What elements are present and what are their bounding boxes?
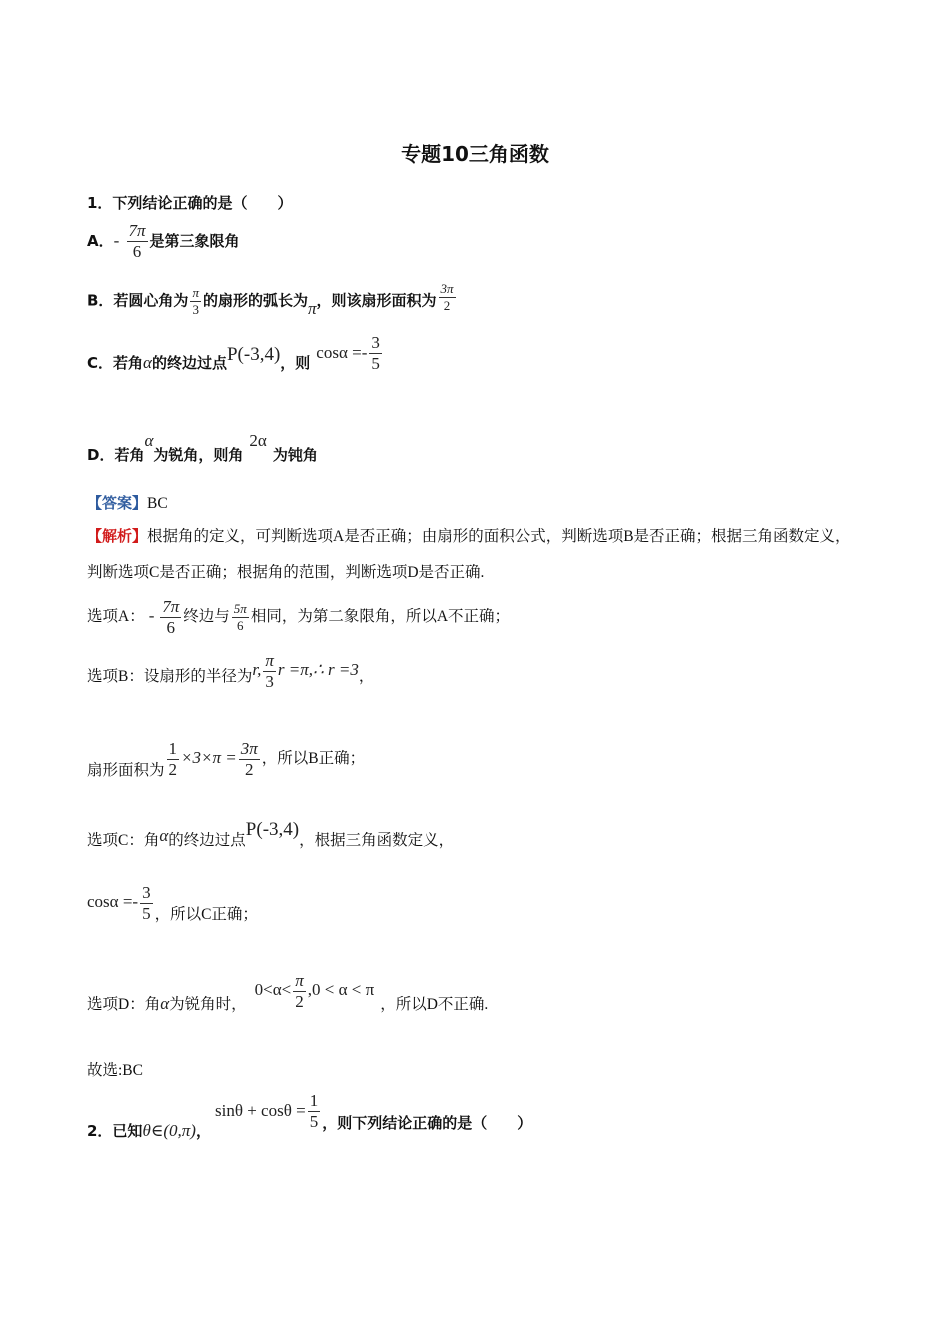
solution-a-pre: 选项A： <box>87 607 145 625</box>
point-p: P(-3,4) <box>245 819 300 840</box>
answer-tag: 【答案】 <box>87 494 148 512</box>
frac-num: 1 <box>168 739 178 758</box>
fraction-3-5 <box>369 334 382 373</box>
fraction-pi-3 <box>190 286 201 316</box>
frac-den: 6 <box>166 617 176 637</box>
option-a-label: A． <box>87 231 114 250</box>
alpha-symbol: α <box>160 993 170 1013</box>
option-d-end: 为钝角 <box>272 446 318 464</box>
question-2-end: ，则下列结论正确的是（ ） <box>322 1113 533 1132</box>
fraction-7pi-6 <box>160 598 181 637</box>
solution-c-cos <box>87 884 258 923</box>
frac-num: 3π <box>440 281 454 296</box>
solution-d <box>87 972 488 1011</box>
frac-den: 5 <box>371 353 380 373</box>
solution-d-end: ，所以D不正确. <box>380 995 489 1013</box>
option-c-mid: 的终边过点 <box>151 353 227 372</box>
inequality-part-2: ,0 < α < π <box>307 979 375 999</box>
solution-d-pre: 选项D：角 <box>87 995 161 1013</box>
question-2-stem <box>87 1091 533 1140</box>
pi-symbol: π <box>307 298 317 318</box>
frac-den: 2 <box>443 297 451 313</box>
frac-num: 7π <box>128 221 146 240</box>
frac-den: 3 <box>265 671 274 691</box>
option-d-mid: 为锐角，则角 <box>153 446 244 464</box>
alpha-symbol: α <box>159 826 169 845</box>
analysis-text: 根据角的定义，可判断选项A是否正确；由扇形的面积公式，判断选项B是否正确；根据三角函数定义，判断选项C是否正确；根据角的范围，判断选项D是否正确. <box>87 528 851 581</box>
solution-b2-end: ，所以B正确； <box>261 749 366 767</box>
option-c-mid2: ，则 <box>280 353 311 372</box>
area-expression: ×3×π = <box>181 747 237 767</box>
frac-num: 5π <box>233 601 247 617</box>
fraction-pi-3 <box>263 652 276 691</box>
option-b-mid: 的扇形的弧长为 <box>202 291 308 310</box>
solution-c-pre: 选项C：角 <box>87 832 160 849</box>
answer-line <box>87 492 168 513</box>
fraction-3pi-2 <box>239 740 260 779</box>
point-p: P(-3,4) <box>226 343 281 365</box>
solution-c <box>87 819 455 851</box>
frac-num: 3 <box>371 333 380 352</box>
option-c <box>87 333 384 383</box>
frac-den: 3 <box>192 301 199 317</box>
frac-den: 2 <box>244 759 254 779</box>
option-b-label: B．若圆心角为 <box>87 291 189 310</box>
theta-condition: θ∈(0,π) <box>142 1120 196 1140</box>
two-alpha: 2α <box>249 431 267 450</box>
radius-r: r, <box>252 659 262 679</box>
solution-c-mid: 的终边过点 <box>168 832 246 849</box>
answer-value: BC <box>147 495 168 512</box>
final-answer: 故选:BC <box>87 1062 143 1079</box>
sin-cos-equation: sinθ + cosθ = <box>214 1100 306 1120</box>
alpha-symbol: α <box>144 431 154 450</box>
fraction-3pi-2 <box>439 282 456 312</box>
frac-num: 7π <box>162 597 180 616</box>
option-c-label: C．若角 <box>87 353 144 372</box>
frac-den: 5 <box>309 1111 319 1131</box>
option-d-label: D．若角 <box>87 446 145 464</box>
solution-c-end: ，根据三角函数定义， <box>299 832 455 849</box>
frac-den: 6 <box>132 241 142 261</box>
frac-num: 3 <box>142 883 151 902</box>
frac-num: π <box>295 971 304 990</box>
frac-num: π <box>265 651 274 670</box>
solution-a-end: 相同，为第二象限角，所以A不正确； <box>250 607 511 625</box>
minus-sign: - <box>113 230 120 250</box>
frac-num: 1 <box>309 1091 319 1110</box>
frac-den: 6 <box>237 617 244 633</box>
option-a <box>87 222 240 261</box>
solution-c2-end: ，所以C正确； <box>154 905 258 923</box>
equation-r-3: r =π,∴ r =3 <box>277 659 359 679</box>
question-2-comma: ， <box>195 1121 211 1140</box>
fraction-7pi-6 <box>127 222 148 261</box>
option-b-mid2: ，则该扇形面积为 <box>316 291 437 310</box>
analysis-paragraph <box>87 518 862 591</box>
question-2-pre: 2．已知 <box>87 1121 143 1140</box>
fraction-1-5 <box>308 1092 321 1131</box>
solution-b <box>87 651 375 697</box>
frac-den: 2 <box>168 759 178 779</box>
alpha-symbol: α <box>143 352 152 372</box>
frac-num: π <box>192 285 199 300</box>
fraction-1-2 <box>167 740 180 779</box>
fraction-pi-2 <box>293 972 306 1011</box>
analysis-tag: 【解析】 <box>87 527 148 545</box>
fraction-3-5 <box>140 884 153 923</box>
solution-b-area <box>87 740 365 779</box>
solution-b-pre: 选项B：设扇形的半径为 <box>87 667 253 685</box>
cos-expression: cosα =- <box>316 342 368 362</box>
option-b <box>87 281 458 318</box>
inequality-part-1: 0<α< <box>254 979 292 999</box>
frac-den: 5 <box>142 903 151 923</box>
minus-sign: - <box>148 605 155 625</box>
solution-b-end: ， <box>358 667 375 685</box>
question-1-stem: 1．下列结论正确的是（ ） <box>87 194 293 212</box>
solution-a-mid: 终边与 <box>183 607 230 625</box>
frac-num: 3π <box>240 739 258 758</box>
page-title: 专题10三角函数 <box>401 142 549 166</box>
option-d <box>87 431 318 465</box>
solution-a <box>87 598 510 637</box>
solution-d-mid: 为锐角时， <box>169 995 247 1013</box>
option-a-text: 是第三象限角 <box>149 231 240 250</box>
cos-expression: cosα =- <box>87 891 139 911</box>
solution-b2-pre: 扇形面积为 <box>87 761 165 779</box>
fraction-5pi-6 <box>232 602 249 632</box>
frac-den: 2 <box>295 991 304 1011</box>
